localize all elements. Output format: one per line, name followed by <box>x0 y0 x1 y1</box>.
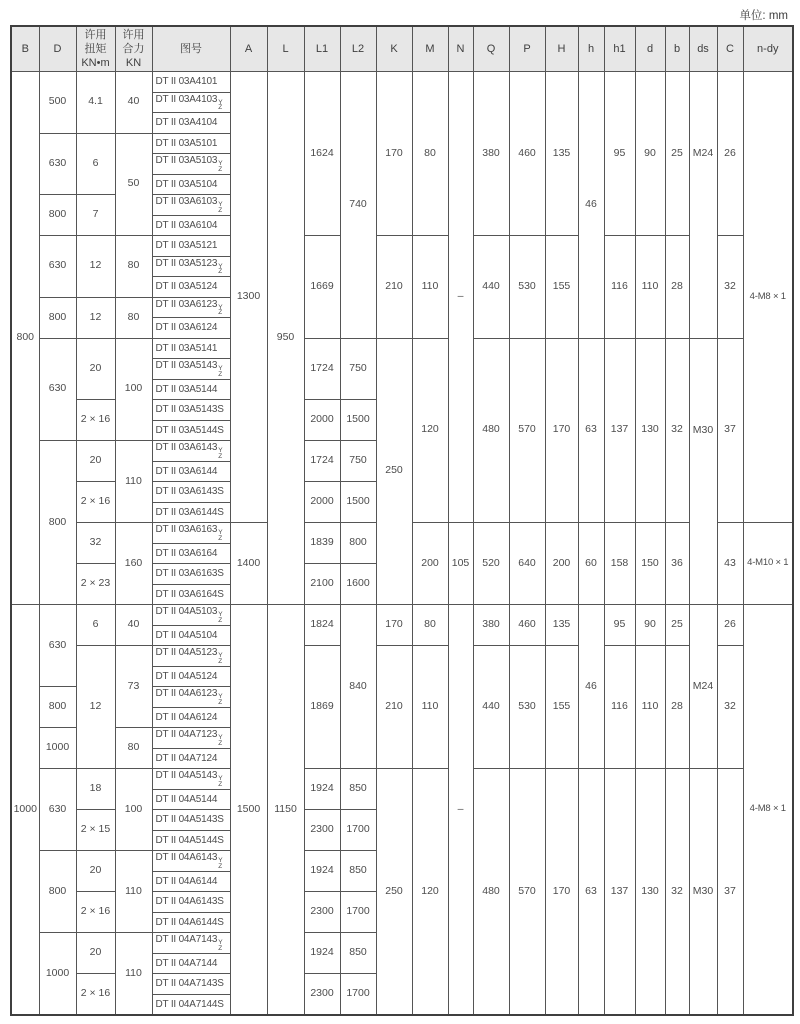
cell-C-r1: 26 <box>717 72 743 236</box>
table-header <box>11 26 793 72</box>
table-row <box>11 338 793 359</box>
cell-d-r9: 110 <box>635 236 665 339</box>
column-header-P: P <box>509 26 545 72</box>
yz-suffix: Y Z <box>218 652 223 665</box>
yz-suffix: Y Z <box>218 98 223 112</box>
cell-h1-r27: 95 <box>604 605 635 646</box>
yz-suffix: Y Z <box>218 775 223 788</box>
cell-NJ-r12: 12 <box>76 297 115 338</box>
cell-TH-r15: DT II 03A5143 Y Z <box>152 359 230 380</box>
cell-HL-r29: 73 <box>115 646 152 728</box>
cell-ndy-r23: 4-M10 × 1 <box>743 523 793 605</box>
cell-B-r27: 1000 <box>11 605 39 1016</box>
cell-A-r27: 1500 <box>230 605 267 1016</box>
cell-D-r14: 630 <box>39 338 76 441</box>
unit-label: 单位: mm <box>739 10 788 22</box>
cell-h1-r9: 116 <box>604 236 635 339</box>
cell-L2-r35: 850 <box>340 769 376 810</box>
cell-NJ-r14: 20 <box>76 338 115 400</box>
cell-h1-r35: 137 <box>604 769 635 1016</box>
cell-K-r35: 250 <box>376 769 412 1016</box>
column-header-h1: h1 <box>604 26 635 72</box>
cell-TH-r45: DT II 04A7143S <box>152 974 230 995</box>
cell-NJ-r25: 2 × 23 <box>76 564 115 605</box>
cell-ds-r14: M30 <box>689 338 717 523</box>
cell-HL-r43: 110 <box>115 933 152 1016</box>
cell-A-r23: 1400 <box>230 523 267 605</box>
cell-h-r35: 63 <box>578 769 604 1016</box>
cell-C-r27: 26 <box>717 605 743 646</box>
cell-D-r12: 800 <box>39 297 76 338</box>
cell-TH-r9: DT II 03A5121 <box>152 236 230 257</box>
cell-TH-r1: DT II 03A4101 <box>152 72 230 93</box>
column-header-HL: 许用 合力 KN <box>115 26 152 72</box>
cell-TH-r12: DT II 03A6123 Y Z <box>152 297 230 318</box>
column-header-H: H <box>545 26 578 72</box>
cell-HL-r33: 80 <box>115 728 152 769</box>
column-header-B: B <box>11 26 39 72</box>
cell-B-r1: 800 <box>11 72 39 605</box>
cell-L2-r14: 750 <box>340 338 376 400</box>
cell-TH-r36: DT II 04A5144 <box>152 789 230 810</box>
cell-L2-r37: 1700 <box>340 810 376 851</box>
yz-suffix: Y Z <box>218 939 223 952</box>
cell-TH-r19: DT II 03A6143 Y Z <box>152 441 230 462</box>
yz-suffix: Y Z <box>218 693 223 706</box>
cell-NJ-r21: 2 × 16 <box>76 482 115 523</box>
cell-HL-r4: 50 <box>115 133 152 236</box>
cell-N-r27: – <box>448 605 473 1016</box>
cell-TH-r35: DT II 04A5143 Y Z <box>152 769 230 790</box>
cell-TH-r11: DT II 03A5124 <box>152 277 230 298</box>
cell-L2-r17: 1500 <box>340 400 376 441</box>
cell-NJ-r39: 20 <box>76 851 115 892</box>
cell-TH-r20: DT II 03A6144 <box>152 461 230 482</box>
cell-TH-r34: DT II 04A7124 <box>152 748 230 769</box>
cell-TH-r43: DT II 04A7143 Y Z <box>152 933 230 954</box>
cell-TH-r24: DT II 03A6164 <box>152 543 230 564</box>
cell-HL-r19: 110 <box>115 441 152 523</box>
cell-d-r27: 90 <box>635 605 665 646</box>
cell-ndy-r1: 4-M8 × 1 <box>743 72 793 523</box>
cell-L-r27: 1150 <box>267 605 304 1016</box>
cell-K-r29: 210 <box>376 646 412 769</box>
cell-L1-r45: 2300 <box>304 974 340 1016</box>
cell-HL-r35: 100 <box>115 769 152 851</box>
cell-TH-r31: DT II 04A6123 Y Z <box>152 687 230 708</box>
cell-A-r1: 1300 <box>230 72 267 523</box>
cell-NJ-r43: 20 <box>76 933 115 974</box>
cell-d-r14: 130 <box>635 338 665 523</box>
cell-H-r14: 170 <box>545 338 578 523</box>
cell-L2-r25: 1600 <box>340 564 376 605</box>
cell-h1-r23: 158 <box>604 523 635 605</box>
cell-C-r35: 37 <box>717 769 743 1016</box>
cell-C-r14: 37 <box>717 338 743 523</box>
cell-L1-r23: 1839 <box>304 523 340 564</box>
cell-H-r27: 135 <box>545 605 578 646</box>
cell-b-r1: 25 <box>665 72 689 236</box>
cell-C-r23: 43 <box>717 523 743 605</box>
yz-suffix: Y Z <box>218 611 223 624</box>
cell-NJ-r19: 20 <box>76 441 115 482</box>
cell-L2-r23: 800 <box>340 523 376 564</box>
cell-TH-r18: DT II 03A5144S <box>152 420 230 441</box>
spec-table <box>10 25 794 1016</box>
column-header-ndy: n-dy <box>743 26 793 72</box>
cell-N-r1: – <box>448 72 473 523</box>
cell-d-r29: 110 <box>635 646 665 769</box>
cell-L2-r19: 750 <box>340 441 376 482</box>
cell-L1-r29: 1869 <box>304 646 340 769</box>
cell-TH-r6: DT II 03A5104 <box>152 174 230 195</box>
table-row <box>11 72 793 93</box>
cell-H-r23: 200 <box>545 523 578 605</box>
cell-TH-r5: DT II 03A5103 Y Z <box>152 154 230 175</box>
cell-D-r1: 500 <box>39 72 76 134</box>
column-header-L2: L2 <box>340 26 376 72</box>
column-header-b: b <box>665 26 689 72</box>
cell-L2-r27: 840 <box>340 605 376 769</box>
cell-L1-r19: 1724 <box>304 441 340 482</box>
yz-suffix: Y Z <box>218 262 223 276</box>
cell-HL-r12: 80 <box>115 297 152 338</box>
cell-HL-r14: 100 <box>115 338 152 441</box>
cell-TH-r40: DT II 04A6144 <box>152 871 230 892</box>
cell-H-r29: 155 <box>545 646 578 769</box>
cell-TH-r25: DT II 03A6163S <box>152 564 230 585</box>
cell-K-r27: 170 <box>376 605 412 646</box>
cell-NJ-r1: 4.1 <box>76 72 115 134</box>
cell-L1-r1: 1624 <box>304 72 340 236</box>
cell-TH-r7: DT II 03A6103 Y Z <box>152 195 230 216</box>
yz-suffix: Y Z <box>218 160 223 173</box>
cell-b-r9: 28 <box>665 236 689 339</box>
cell-L1-r35: 1924 <box>304 769 340 810</box>
cell-Q-r23: 520 <box>473 523 509 605</box>
cell-d-r1: 90 <box>635 72 665 236</box>
cell-M-r27: 80 <box>412 605 448 646</box>
cell-L1-r25: 2100 <box>304 564 340 605</box>
cell-D-r35: 630 <box>39 769 76 851</box>
cell-TH-r17: DT II 03A5143S <box>152 400 230 421</box>
cell-L2-r39: 850 <box>340 851 376 892</box>
cell-K-r1: 170 <box>376 72 412 236</box>
cell-TH-r41: DT II 04A6143S <box>152 892 230 913</box>
cell-P-r23: 640 <box>509 523 545 605</box>
cell-TH-r3: DT II 03A4104 <box>152 113 230 134</box>
cell-K-r14: 250 <box>376 338 412 605</box>
cell-ds-r9 <box>689 236 717 339</box>
cell-D-r19: 800 <box>39 441 76 605</box>
cell-D-r27: 630 <box>39 605 76 687</box>
column-header-d: d <box>635 26 665 72</box>
cell-C-r9: 32 <box>717 236 743 339</box>
cell-H-r1: 135 <box>545 72 578 236</box>
cell-TH-r26: DT II 03A6164S <box>152 584 230 605</box>
cell-L1-r41: 2300 <box>304 892 340 933</box>
cell-h1-r1: 95 <box>604 72 635 236</box>
cell-ndy-r27: 4-M8 × 1 <box>743 605 793 1016</box>
cell-L1-r17: 2000 <box>304 400 340 441</box>
cell-HL-r27: 40 <box>115 605 152 646</box>
cell-NJ-r4: 6 <box>76 133 115 195</box>
cell-L2-r45: 1700 <box>340 974 376 1016</box>
yz-suffix: Y Z <box>218 529 223 542</box>
column-header-D: D <box>39 26 76 72</box>
cell-TH-r28: DT II 04A5104 <box>152 625 230 646</box>
cell-D-r39: 800 <box>39 851 76 933</box>
cell-P-r27: 460 <box>509 605 545 646</box>
cell-TH-r16: DT II 03A5144 <box>152 379 230 400</box>
cell-TH-r23: DT II 03A6163 Y Z <box>152 523 230 544</box>
cell-NJ-r9: 12 <box>76 236 115 298</box>
cell-TH-r39: DT II 04A6143 Y Z <box>152 851 230 872</box>
cell-ds-r23 <box>689 523 717 605</box>
cell-NJ-r37: 2 × 15 <box>76 810 115 851</box>
cell-TH-r38: DT II 04A5144S <box>152 830 230 851</box>
cell-L1-r9: 1669 <box>304 236 340 339</box>
cell-TH-r44: DT II 04A7144 <box>152 953 230 974</box>
cell-NJ-r23: 32 <box>76 523 115 564</box>
cell-L-r1: 950 <box>267 72 304 605</box>
cell-b-r14: 32 <box>665 338 689 523</box>
cell-C-r29: 32 <box>717 646 743 769</box>
cell-b-r23: 36 <box>665 523 689 605</box>
column-header-Q: Q <box>473 26 509 72</box>
cell-TH-r33: DT II 04A7123 Y Z <box>152 728 230 749</box>
cell-P-r35: 570 <box>509 769 545 1016</box>
cell-D-r4: 630 <box>39 133 76 195</box>
cell-M-r9: 110 <box>412 236 448 339</box>
cell-NJ-r45: 2 × 16 <box>76 974 115 1016</box>
cell-TH-r29: DT II 04A5123 Y Z <box>152 646 230 667</box>
table-row <box>11 605 793 626</box>
column-header-h: h <box>578 26 604 72</box>
cell-TH-r2: DT II 03A4103 Y Z <box>152 92 230 113</box>
column-header-NJ: 许用 扭矩 KN•m <box>76 26 115 72</box>
cell-Q-r9: 440 <box>473 236 509 339</box>
cell-M-r1: 80 <box>412 72 448 236</box>
cell-NJ-r29: 12 <box>76 646 115 769</box>
table-row <box>11 236 793 257</box>
cell-HL-r1: 40 <box>115 72 152 134</box>
cell-TH-r13: DT II 03A6124 <box>152 318 230 339</box>
cell-Q-r29: 440 <box>473 646 509 769</box>
yz-suffix: Y Z <box>218 734 223 747</box>
cell-d-r23: 150 <box>635 523 665 605</box>
cell-D-r43: 1000 <box>39 933 76 1016</box>
cell-D-r33: 1000 <box>39 728 76 769</box>
column-header-N: N <box>448 26 473 72</box>
cell-NJ-r35: 18 <box>76 769 115 810</box>
cell-M-r14: 120 <box>412 338 448 523</box>
cell-h-r1: 46 <box>578 72 604 339</box>
table-row <box>11 646 793 667</box>
cell-Q-r27: 380 <box>473 605 509 646</box>
column-header-TH: 图号 <box>152 26 230 72</box>
cell-ds-r1: M24 <box>689 72 717 236</box>
cell-NJ-r7: 7 <box>76 195 115 236</box>
cell-K-r9: 210 <box>376 236 412 339</box>
cell-b-r27: 25 <box>665 605 689 646</box>
yz-suffix: Y Z <box>218 857 223 870</box>
column-header-K: K <box>376 26 412 72</box>
header-row <box>11 26 793 72</box>
cell-P-r14: 570 <box>509 338 545 523</box>
cell-Q-r35: 480 <box>473 769 509 1016</box>
cell-HL-r9: 80 <box>115 236 152 298</box>
cell-TH-r42: DT II 04A6144S <box>152 912 230 933</box>
cell-L1-r14: 1724 <box>304 338 340 400</box>
cell-NJ-r41: 2 × 16 <box>76 892 115 933</box>
cell-L1-r21: 2000 <box>304 482 340 523</box>
cell-L1-r39: 1924 <box>304 851 340 892</box>
cell-ds-r35: M30 <box>689 769 717 1016</box>
cell-M-r35: 120 <box>412 769 448 1016</box>
column-header-ds: ds <box>689 26 717 72</box>
cell-b-r35: 32 <box>665 769 689 1016</box>
cell-L2-r41: 1700 <box>340 892 376 933</box>
cell-TH-r32: DT II 04A6124 <box>152 707 230 728</box>
cell-L2-r43: 850 <box>340 933 376 974</box>
cell-N-r23: 105 <box>448 523 473 605</box>
column-header-C: C <box>717 26 743 72</box>
cell-TH-r10: DT II 03A5123 Y Z <box>152 256 230 277</box>
cell-TH-r27: DT II 04A5103 Y Z <box>152 605 230 626</box>
cell-TH-r8: DT II 03A6104 <box>152 215 230 236</box>
column-header-L1: L1 <box>304 26 340 72</box>
cell-D-r9: 630 <box>39 236 76 298</box>
cell-b-r29: 28 <box>665 646 689 769</box>
yz-suffix: Y Z <box>218 447 223 460</box>
cell-D-r7: 800 <box>39 195 76 236</box>
cell-L1-r43: 1924 <box>304 933 340 974</box>
cell-ds-r27: M24 <box>689 605 717 769</box>
table-body <box>11 72 793 1016</box>
yz-suffix: Y Z <box>218 365 223 378</box>
cell-NJ-r27: 6 <box>76 605 115 646</box>
cell-h1-r29: 116 <box>604 646 635 769</box>
cell-TH-r21: DT II 03A6143S <box>152 482 230 503</box>
table-row <box>11 769 793 790</box>
cell-Q-r14: 480 <box>473 338 509 523</box>
cell-M-r23: 200 <box>412 523 448 605</box>
cell-Q-r1: 380 <box>473 72 509 236</box>
cell-NJ-r17: 2 × 16 <box>76 400 115 441</box>
column-header-M: M <box>412 26 448 72</box>
cell-M-r29: 110 <box>412 646 448 769</box>
cell-TH-r22: DT II 03A6144S <box>152 502 230 523</box>
cell-P-r1: 460 <box>509 72 545 236</box>
cell-TH-r46: DT II 04A7144S <box>152 994 230 1015</box>
cell-H-r9: 155 <box>545 236 578 339</box>
cell-L2-r1: 740 <box>340 72 376 339</box>
cell-D-r31: 800 <box>39 687 76 728</box>
cell-TH-r30: DT II 04A5124 <box>152 666 230 687</box>
cell-TH-r14: DT II 03A5141 <box>152 338 230 359</box>
cell-P-r29: 530 <box>509 646 545 769</box>
cell-L2-r21: 1500 <box>340 482 376 523</box>
cell-P-r9: 530 <box>509 236 545 339</box>
cell-L1-r27: 1824 <box>304 605 340 646</box>
column-header-A: A <box>230 26 267 72</box>
cell-HL-r39: 110 <box>115 851 152 933</box>
cell-TH-r37: DT II 04A5143S <box>152 810 230 831</box>
cell-h-r27: 46 <box>578 605 604 769</box>
cell-TH-r4: DT II 03A5101 <box>152 133 230 154</box>
cell-h-r14: 63 <box>578 338 604 523</box>
cell-H-r35: 170 <box>545 769 578 1016</box>
yz-suffix: Y Z <box>218 303 223 317</box>
cell-d-r35: 130 <box>635 769 665 1016</box>
column-header-L: L <box>267 26 304 72</box>
cell-HL-r23: 160 <box>115 523 152 605</box>
cell-h1-r14: 137 <box>604 338 635 523</box>
cell-L1-r37: 2300 <box>304 810 340 851</box>
yz-suffix: Y Z <box>218 201 223 214</box>
cell-h-r23: 60 <box>578 523 604 605</box>
